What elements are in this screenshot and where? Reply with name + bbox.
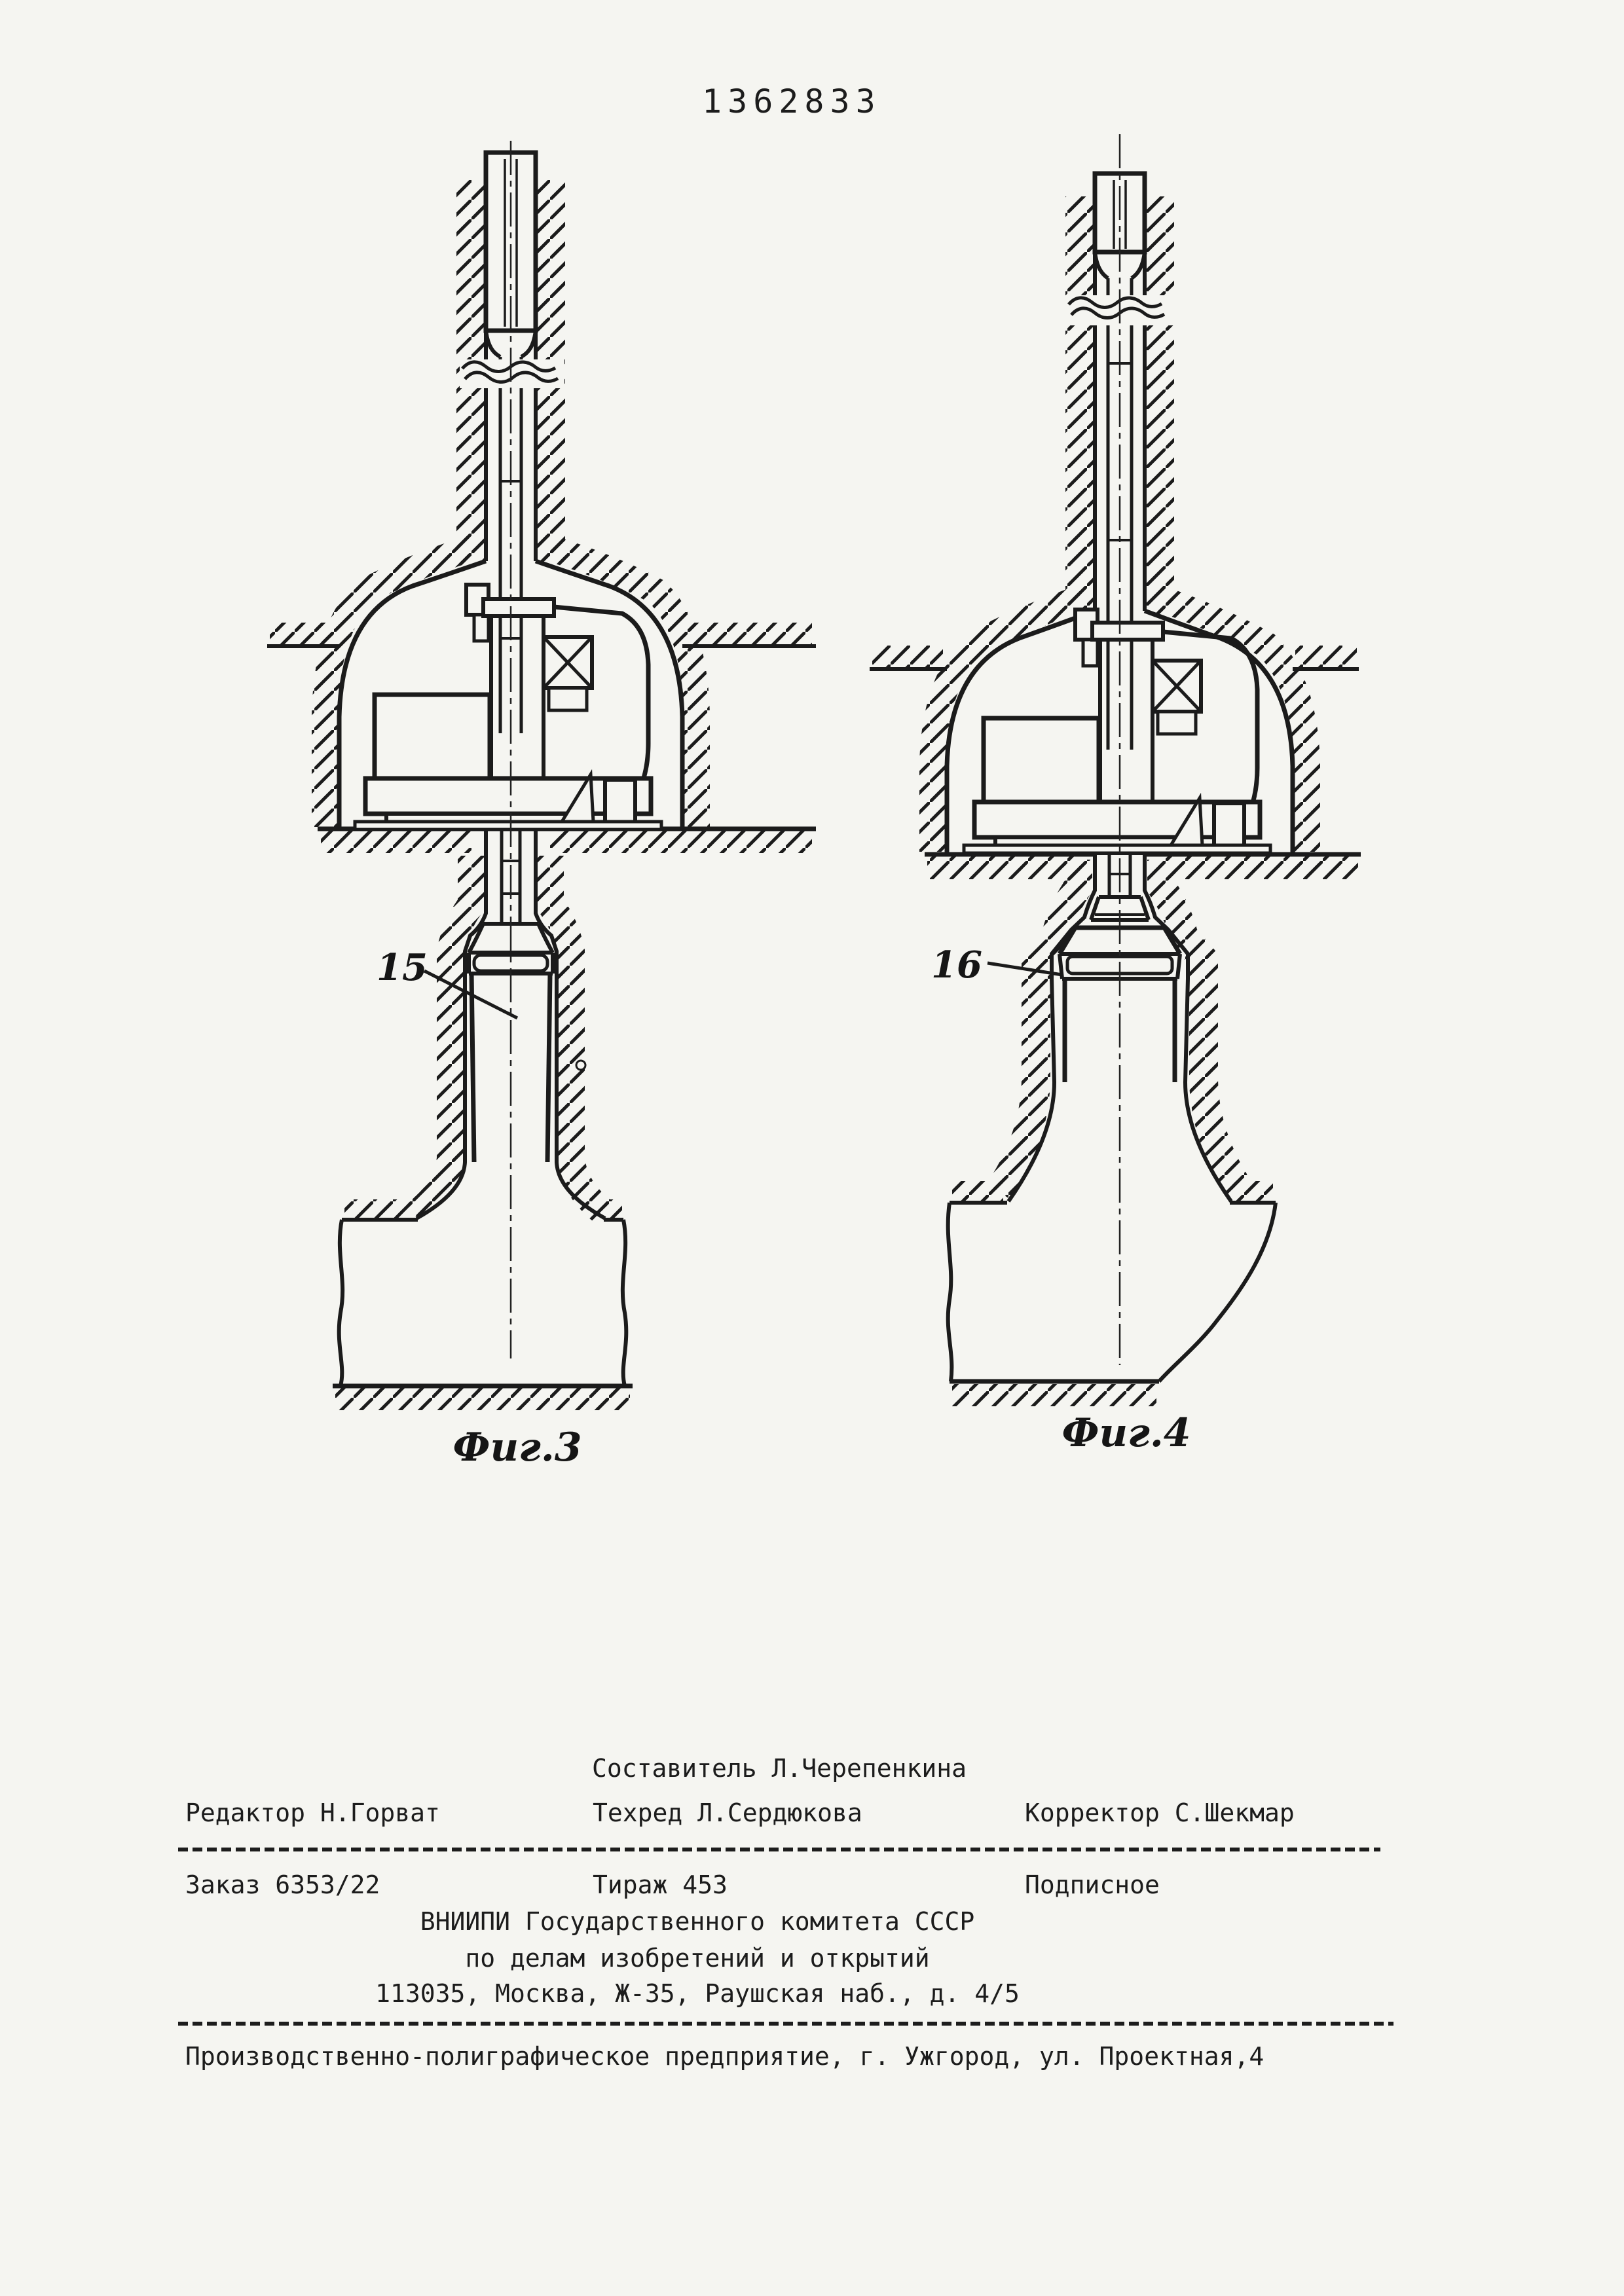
imprint-corrector: Корректор С.Шекмар [1025,1798,1295,1827]
imprint-printer: Производственно-полиграфическое предприятие, г. Ужгород, ул. Проектная,4 [185,2042,1264,2071]
part-label-16: 16 [931,943,982,987]
separator-line-bottom [178,2022,1393,2026]
imprint-techred: Техред Л.Сердюкова [593,1798,862,1827]
imprint-subscription: Подписное [1025,1870,1160,1899]
figure-4-drawing [851,134,1375,1522]
motor-block [984,718,1099,802]
imprint-org-line2: по делам изобретений и открытий [465,1944,930,1973]
imprint-editor: Редактор Н.Горват [185,1798,440,1827]
figure-3-caption: Фиг.3 [452,1425,582,1470]
imprint-compiler: Составитель Л.Черепенкина [592,1754,967,1783]
fig4-lower-chamber [948,1191,1276,1395]
base-plate [964,845,1270,853]
motor-block [375,695,490,778]
fig4-drilling-machine [964,610,1270,853]
imprint-circulation: Тираж 453 [593,1870,728,1899]
fig3-lower-chamber [333,1061,633,1399]
figure-3-drawing [255,141,832,1516]
imprint-org-line1: ВНИИПИ Государственного комитета СССР [420,1907,975,1936]
imprint-org-line3: 113035, Москва, Ж-35, Раушская наб., д. 4/5 [375,1979,1020,2008]
base-plate [355,822,661,829]
fig3-drilling-machine [355,585,661,829]
separator-line-top [178,1848,1380,1851]
patent-number: 1362833 [702,82,881,120]
part-label-15: 15 [377,946,428,989]
figure-4-caption: Фиг.4 [1061,1410,1191,1456]
imprint-order: Заказ 6353/22 [185,1870,380,1899]
